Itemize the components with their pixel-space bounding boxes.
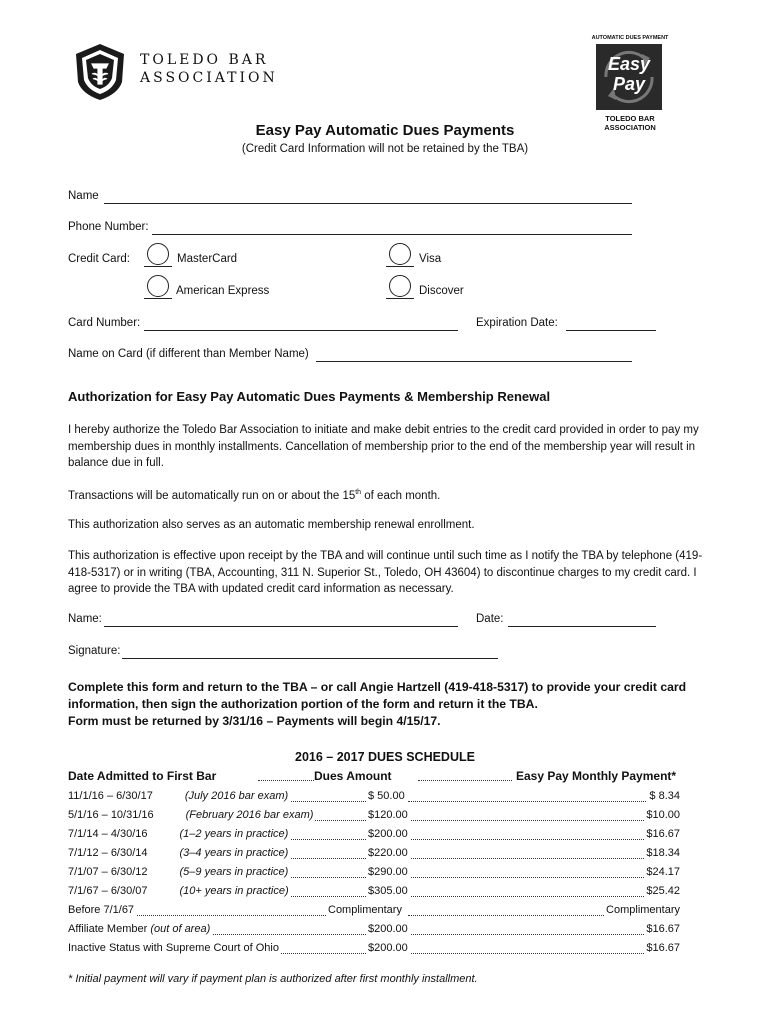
schedule-row: [68, 809, 680, 827]
row-date-text: 7/1/14 – 4/30/16: [68, 828, 148, 840]
auth-name-label: Name:: [68, 613, 102, 625]
row-leader-dots-2: [408, 923, 668, 935]
para2-text-a: Transactions will be automatically run on or about the 15: [68, 489, 356, 502]
row-date-text: Affiliate Member: [68, 923, 151, 935]
row-dues: $200.00: [368, 828, 408, 840]
page-title: Easy Pay Automatic Dues Payments: [255, 122, 515, 139]
row-date-text: 7/1/07 – 6/30/12: [68, 866, 148, 878]
card-number-field[interactable]: [144, 330, 458, 331]
amex-blank: [144, 298, 172, 299]
name-field[interactable]: [104, 203, 632, 204]
row-date: [68, 828, 290, 840]
badge-square: [596, 44, 662, 110]
authorization-paragraph-3: This authorization also serves as an automatic membership renewal enrollment.: [68, 519, 475, 531]
expiration-field[interactable]: [566, 330, 656, 331]
signature-field[interactable]: [122, 658, 498, 659]
instructions-line-1: Complete this form and return to the TBA – or call Angie Hartzell (419-418-5317) to provide your credit card: [68, 680, 687, 694]
tba-shield-icon: [72, 42, 128, 102]
row-dues: $200.00: [368, 923, 408, 935]
row-date: [68, 885, 291, 897]
row-monthly: $ 8.34: [649, 790, 680, 802]
authorization-paragraph-1: I hereby authorize the Toledo Bar Association to initiate and make debit entries to the credit card provided in order to pay my membership dues in monthly installments. Cancellation of membership prior to the end of the membership year will result in balance due in full.: [68, 424, 699, 469]
row-dues: $120.00: [368, 809, 408, 821]
row-monthly: $24.17: [646, 866, 680, 878]
row-note: (3–4 years in practice): [179, 847, 289, 859]
signature-label: Signature:: [68, 645, 121, 657]
row-date: [68, 790, 290, 802]
row-leader-dots-2: [408, 885, 668, 897]
mastercard-blank: [144, 266, 172, 267]
schedule-row: [68, 923, 680, 941]
mastercard-label: MasterCard: [177, 253, 238, 265]
row-leader-dots-2: [408, 790, 668, 802]
authorization-paragraph-4: This authorization is effective upon receipt by the TBA and will continue until such time as I notify the TBA by telephone (419-418-5317) or in writing (TBA, Accounting, 311 N. Superior St., Toledo, OH 43604) to discontinue charges to my credit card. I agree to provide the TBA with updated credit card information as necessary.: [68, 550, 703, 595]
auth-date-label: Date:: [476, 613, 504, 625]
para2-sup: th: [355, 489, 362, 496]
row-note: (1–2 years in practice): [179, 828, 289, 840]
badge-word-pay: Pay: [612, 74, 646, 94]
header-col-monthly: Easy Pay Monthly Payment*: [512, 769, 676, 783]
page-subtitle: (Credit Card Information will not be retained by the TBA): [241, 143, 529, 155]
instructions-line-2: information, then sign the authorization portion of the form and return it the TBA.: [68, 697, 538, 711]
header-col-dues: Dues Amount: [314, 769, 392, 783]
row-date: [68, 942, 281, 954]
row-monthly: $25.42: [646, 885, 680, 897]
row-date: [68, 809, 315, 821]
name-label: Name: [68, 190, 99, 202]
mastercard-radio[interactable]: [147, 243, 169, 265]
row-monthly: $18.34: [646, 847, 680, 859]
expiration-label: Expiration Date:: [476, 317, 558, 329]
row-date-text: Inactive Status with Supreme Court of Ohio: [68, 942, 279, 954]
badge-top-text: AUTOMATIC DUES PAYMENT: [591, 35, 669, 41]
visa-label: Visa: [419, 253, 442, 265]
name-on-card-label: Name on Card (if different than Member Name): [68, 348, 309, 360]
phone-label: Phone Number:: [68, 221, 149, 233]
discover-radio[interactable]: [389, 275, 411, 297]
schedule-header: [68, 769, 680, 785]
row-dues: $290.00: [368, 866, 408, 878]
row-monthly: Complimentary: [606, 904, 680, 916]
row-note: (10+ years in practice): [179, 885, 289, 897]
tba-logo: [72, 42, 128, 102]
row-date: [68, 847, 290, 859]
row-dues: $ 50.00: [368, 790, 405, 802]
badge-word-easy: Easy: [607, 54, 651, 74]
auth-date-field[interactable]: [508, 626, 656, 627]
row-leader-dots-2: [408, 847, 668, 859]
badge-bottom-text-2: ASSOCIATION: [604, 123, 656, 132]
badge-bottom-text-1: TOLEDO BAR: [605, 114, 655, 123]
authorization-heading: Authorization for Easy Pay Automatic Dues Payments & Membership Renewal: [68, 389, 551, 404]
easy-pay-badge: [590, 35, 670, 135]
row-date-text: 5/1/16 – 10/31/16: [68, 809, 154, 821]
row-dues: $305.00: [368, 885, 408, 897]
phone-field[interactable]: [152, 234, 632, 235]
row-date: [68, 866, 290, 878]
row-note: (February 2016 bar exam): [185, 809, 314, 821]
schedule-title: 2016 – 2017 DUES SCHEDULE: [295, 750, 475, 764]
row-date-text: 7/1/67 – 6/30/07: [68, 885, 148, 897]
card-number-label: Card Number:: [68, 317, 141, 329]
row-date: [68, 904, 136, 916]
auth-name-field[interactable]: [104, 626, 458, 627]
schedule-row: [68, 885, 680, 903]
row-note: (July 2016 bar exam): [184, 790, 289, 802]
row-date-text: Before 7/1/67: [68, 904, 135, 916]
row-leader-dots-2: [408, 942, 668, 954]
logo-line-2: ASSOCIATION: [140, 70, 278, 86]
row-monthly: $16.67: [646, 828, 680, 840]
discover-label: Discover: [419, 285, 464, 297]
row-date: [68, 923, 212, 935]
instructions-line-3: Form must be returned by 3/31/16 – Payments will begin 4/15/17.: [68, 714, 441, 728]
row-note: (out of area): [150, 923, 211, 935]
row-dues: Complimentary: [328, 904, 402, 916]
schedule-row: [68, 904, 680, 922]
row-monthly: $16.67: [646, 923, 680, 935]
schedule-row: [68, 828, 680, 846]
visa-radio[interactable]: [389, 243, 411, 265]
schedule-row: [68, 790, 680, 808]
authorization-paragraph-2: [68, 485, 708, 504]
credit-card-label: Credit Card:: [68, 253, 130, 265]
row-monthly: $16.67: [646, 942, 680, 954]
schedule-row: [68, 942, 680, 960]
para2-text-b: of each month.: [361, 489, 441, 502]
name-on-card-field[interactable]: [316, 361, 632, 362]
row-dues: $200.00: [368, 942, 408, 954]
header-col-date: Date Admitted to First Bar: [68, 769, 217, 783]
row-note: (5–9 years in practice): [179, 866, 289, 878]
schedule-row: [68, 847, 680, 865]
american-express-radio[interactable]: [147, 275, 169, 297]
row-leader-dots-2: [408, 866, 668, 878]
row-leader-dots-2: [408, 828, 668, 840]
schedule-row: [68, 866, 680, 884]
american-express-label: American Express: [176, 285, 270, 297]
row-date-text: 11/1/16 – 6/30/17: [68, 790, 153, 802]
visa-blank: [386, 266, 414, 267]
row-date-text: 7/1/12 – 6/30/14: [68, 847, 148, 859]
row-leader-dots-2: [408, 809, 668, 821]
row-monthly: $10.00: [646, 809, 680, 821]
logo-line-1: TOLEDO BAR: [140, 52, 269, 68]
row-dues: $220.00: [368, 847, 408, 859]
schedule-footnote: * Initial payment will vary if payment plan is authorized after first monthly installment.: [68, 973, 478, 985]
discover-blank: [386, 298, 414, 299]
